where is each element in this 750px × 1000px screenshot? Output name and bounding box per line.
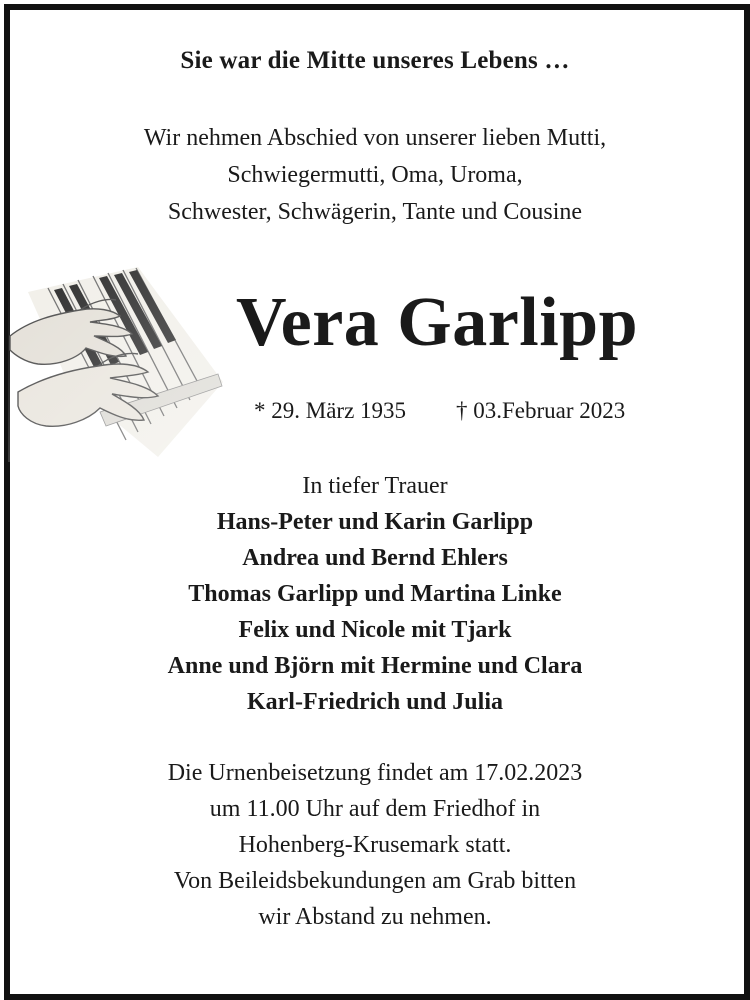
intro-line-1: Wir nehmen Abschied von unserer lieben Mutti, [143, 125, 607, 151]
burial-notice-line: Von Beileidsbekundungen am Grab bitten [173, 868, 577, 894]
mourner-line: Thomas Garlipp und Martina Linke [188, 581, 562, 607]
mourning-label: In tiefer Trauer [302, 473, 448, 499]
birth-date: * 29. März 1935 [254, 398, 407, 423]
intro-line-2: Schwiegermutti, Oma, Uroma, [227, 162, 523, 188]
mourner-line: Felix und Nicole mit Tjark [238, 617, 512, 643]
burial-notice-line: wir Abstand zu nehmen. [258, 904, 492, 930]
death-date: † 03.Februar 2023 [456, 398, 626, 423]
mourner-line: Anne und Björn mit Hermine und Clara [167, 653, 583, 679]
burial-notice-line: Die Urnenbeisetzung findet am 17.02.2023 [167, 760, 583, 786]
mourner-line: Karl-Friedrich und Julia [246, 689, 503, 715]
burial-notice-line: um 11.00 Uhr auf dem Friedhof in [209, 796, 541, 822]
deceased-name: Vera Garlipp [236, 284, 639, 361]
mourner-line: Hans-Peter und Karin Garlipp [216, 509, 534, 535]
headline: Sie war die Mitte unseres Lebens … [180, 47, 570, 74]
intro-line-3: Schwester, Schwägerin, Tante und Cousine [167, 199, 583, 225]
piano-hands-illustration [8, 262, 230, 462]
mourner-line: Andrea und Bernd Ehlers [242, 545, 508, 571]
burial-notice-line: Hohenberg-Krusemark statt. [238, 832, 512, 858]
